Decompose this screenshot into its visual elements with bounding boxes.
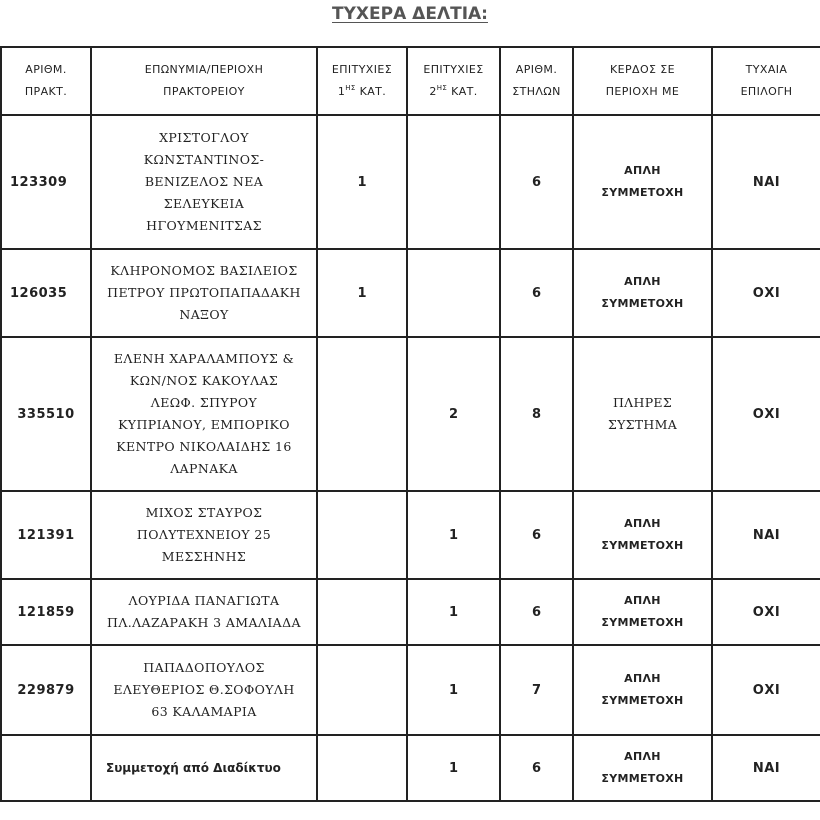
agency-number: 229879: [1, 645, 91, 735]
random-pick: ΝΑΙ: [712, 115, 820, 249]
table-row: [1, 249, 820, 337]
page-title-text: ΤΥΧΕΡΑ ΔΕΛΤΙΑ:: [332, 4, 488, 24]
table-row: [1, 491, 820, 579]
table-row: [1, 579, 820, 645]
agency-number: 335510: [1, 337, 91, 491]
columns-count: 6: [500, 735, 573, 801]
header-random: ΤΥΧΑΙΑ ΕΠΙΛΟΓΗ: [712, 47, 820, 115]
prize-type: ΑΠΛΗ ΣΥΜΜΕΤΟΧΗ: [573, 115, 712, 249]
table-row: [1, 337, 820, 491]
random-pick: ΟΧΙ: [712, 579, 820, 645]
wins-2nd: 1: [407, 645, 500, 735]
table-row: [1, 645, 820, 735]
agency-number: 121859: [1, 579, 91, 645]
wins-1st: [317, 491, 407, 579]
agency-name: ΛΟΥΡΙΔΑ ΠΑΝΑΓΙΩΤΑ ΠΛ.ΛΑΖΑΡΑΚΗ 3 ΑΜΑΛΙΑΔΑ: [91, 579, 317, 645]
random-pick: ΝΑΙ: [712, 735, 820, 801]
prize-type: ΑΠΛΗ ΣΥΜΜΕΤΟΧΗ: [573, 491, 712, 579]
columns-count: 7: [500, 645, 573, 735]
random-pick: ΟΧΙ: [712, 337, 820, 491]
random-pick: ΝΑΙ: [712, 491, 820, 579]
header-agency-no: ΑΡΙΘΜ. ΠΡΑΚΤ.: [1, 47, 91, 115]
agency-number: 126035: [1, 249, 91, 337]
wins-1st: 1: [317, 249, 407, 337]
agency-name: ΚΛΗΡΟΝΟΜΟΣ ΒΑΣΙΛΕΙΟΣ ΠΕΤΡΟΥ ΠΡΩΤΟΠΑΠΑΔΑΚΗ ΝΑΞΟΥ: [91, 249, 317, 337]
agency-number: 121391: [1, 491, 91, 579]
prize-type: ΑΠΛΗ ΣΥΜΜΕΤΟΧΗ: [573, 735, 712, 801]
columns-count: 6: [500, 491, 573, 579]
agency-number: [1, 735, 91, 801]
wins-2nd: [407, 249, 500, 337]
random-pick: ΟΧΙ: [712, 645, 820, 735]
wins-2nd: 1: [407, 579, 500, 645]
wins-2nd: 1: [407, 491, 500, 579]
columns-count: 6: [500, 579, 573, 645]
agency-number: 123309: [1, 115, 91, 249]
agency-name: ΠΑΠΑΔΟΠΟΥΛΟΣ ΕΛΕΥΘΕΡΙΟΣ Θ.ΣΟΦΟΥΛΗ 63 ΚΑΛΑΜΑΡΙΑ: [91, 645, 317, 735]
wins-1st: [317, 735, 407, 801]
agency-name: Συμμετοχή από Διαδίκτυο: [91, 735, 317, 801]
columns-count: 6: [500, 249, 573, 337]
header-columns: ΑΡΙΘΜ. ΣΤΗΛΩΝ: [500, 47, 573, 115]
wins-2nd: 1: [407, 735, 500, 801]
prize-type: ΠΛΗΡΕΣ ΣΥΣΤΗΜΑ: [573, 337, 712, 491]
header-wins-1st: ΕΠΙΤΥΧΙΕΣ $1^{H\Sigma}$ ΚΑΤ.: [317, 47, 407, 115]
agency-name: ΕΛΕΝΗ ΧΑΡΑΛΑΜΠΟΥΣ & ΚΩΝ/ΝΟΣ ΚΑΚΟΥΛΑΣ ΛΕΩΦ. ΣΠΥΡΟΥ ΚΥΠΡΙΑΝΟΥ, ΕΜΠΟΡΙΚΟ ΚΕΝΤΡΟ ΝΙΚΟΛΑΙΔΗΣ 16 ΛΑΡΝΑΚΑ: [91, 337, 317, 491]
lucky-tickets-table: [0, 46, 820, 802]
wins-2nd: [407, 115, 500, 249]
wins-1st: [317, 579, 407, 645]
agency-name: ΜΙΧΟΣ ΣΤΑΥΡΟΣ ΠΟΛΥΤΕΧΝΕΙΟΥ 25 ΜΕΣΣΗΝΗΣ: [91, 491, 317, 579]
agency-name: ΧΡΙΣΤΟΓΛΟΥ ΚΩΝΣΤΑΝΤΙΝΟΣ- ΒΕΝΙΖΕΛΟΣ ΝΕΑ ΣΕΛΕΥΚΕΙΑ ΗΓΟΥΜΕΝΙΤΣΑΣ: [91, 115, 317, 249]
wins-1st: 1: [317, 115, 407, 249]
wins-1st: [317, 645, 407, 735]
wins-1st: [317, 337, 407, 491]
columns-count: 8: [500, 337, 573, 491]
wins-2nd: 2: [407, 337, 500, 491]
header-agency-name: ΕΠΩΝΥΜΙΑ/ΠΕΡΙΟΧΗ ΠΡΑΚΤΟΡΕΙΟΥ: [91, 47, 317, 115]
header-prize: ΚΕΡΔΟΣ ΣΕ ΠΕΡΙΟΧΗ ΜΕ: [573, 47, 712, 115]
prize-type: ΑΠΛΗ ΣΥΜΜΕΤΟΧΗ: [573, 249, 712, 337]
prize-type: ΑΠΛΗ ΣΥΜΜΕΤΟΧΗ: [573, 645, 712, 735]
page-title: [0, 4, 820, 24]
columns-count: 6: [500, 115, 573, 249]
table-row: [1, 115, 820, 249]
table-header-row: [1, 47, 820, 115]
random-pick: ΟΧΙ: [712, 249, 820, 337]
table-row: [1, 735, 820, 801]
header-wins-2nd: ΕΠΙΤΥΧΙΕΣ $2^{H\Sigma}$ ΚΑΤ.: [407, 47, 500, 115]
prize-type: ΑΠΛΗ ΣΥΜΜΕΤΟΧΗ: [573, 579, 712, 645]
